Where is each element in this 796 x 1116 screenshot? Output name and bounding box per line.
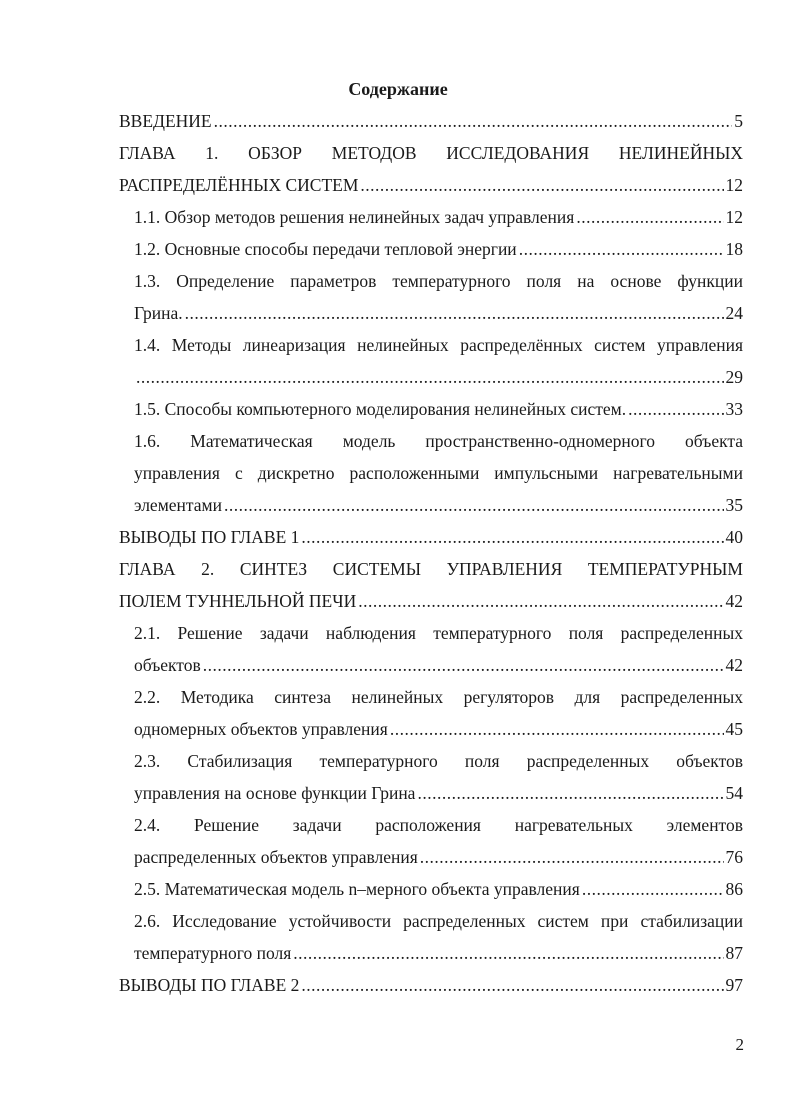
toc-entry-text: ВВЕДЕНИЕ [119, 111, 212, 131]
dot-leader [519, 236, 724, 262]
page-title: Содержание [348, 79, 448, 99]
toc-page-number: 45 [725, 719, 743, 739]
toc-page-number: 29 [725, 367, 743, 387]
dot-leader [293, 940, 723, 966]
toc-entry-conclusions-chapter-2[interactable] [119, 972, 743, 998]
dot-leader [224, 492, 724, 518]
toc-entry-1-3[interactable] [134, 300, 743, 326]
toc-entry-1-3-line-1[interactable]: 1.3. Определение параметров температурного поля на основе функции [134, 271, 743, 291]
toc-entry-2-1[interactable] [134, 652, 743, 678]
toc-page-number: 40 [725, 527, 743, 547]
toc-entry-1-6[interactable] [134, 492, 743, 518]
toc-entry-conclusions-chapter-1[interactable] [119, 524, 743, 550]
toc-entry-2-6-line-1[interactable]: 2.6. Исследование устойчивости распределенных систем при стабилизации [134, 911, 743, 931]
toc-entry-2-2[interactable] [134, 716, 743, 742]
dot-leader [360, 172, 723, 198]
toc-page-number: 42 [725, 591, 743, 611]
toc-entry-2-3-line-1[interactable]: 2.3. Стабилизация температурного поля распределенных объектов [134, 751, 743, 771]
toc-entry-1-4-line-1[interactable]: 1.4. Методы линеаризация нелинейных распределённых систем управления [134, 335, 743, 355]
toc-page-number: 54 [725, 783, 743, 803]
toc-entry-2-2-line-1[interactable]: 2.2. Методика синтеза нелинейных регуляторов для распределенных [134, 687, 743, 707]
toc-entry-chapter-2[interactable] [119, 588, 743, 614]
toc-entry-2-4-line-1[interactable]: 2.4. Решение задачи расположения нагревательных элементов [134, 815, 743, 835]
toc-page-number: 35 [725, 495, 743, 515]
toc-entry-2-5[interactable] [134, 876, 743, 902]
toc-entry-text: ВЫВОДЫ ПО ГЛАВЕ 1 [119, 527, 300, 547]
toc-entry-1-4[interactable] [134, 364, 743, 390]
toc-entry-text: Грина. [134, 303, 183, 323]
dot-leader [203, 652, 724, 678]
dot-leader [628, 396, 723, 422]
toc-entry-2-3[interactable] [134, 780, 743, 806]
toc-page-number: 12 [725, 175, 743, 195]
toc-entry-1-6-line-1[interactable]: 1.6. Математическая модель пространственно-одномерного объекта [134, 431, 743, 451]
dot-leader [185, 300, 724, 326]
toc-entry-text: 2.5. Математическая модель n–мерного объекта управления [134, 879, 580, 899]
toc-entry-1-1[interactable] [134, 204, 743, 230]
dot-leader [576, 204, 723, 230]
toc-entry-text: температурного поля [134, 943, 292, 963]
toc-page-number: 42 [725, 655, 743, 675]
toc-entry-2-6[interactable] [134, 940, 743, 966]
dot-leader [417, 780, 723, 806]
dot-leader [358, 588, 723, 614]
toc-entry-2-4[interactable] [134, 844, 743, 870]
toc-page-number: 12 [725, 207, 743, 227]
toc-entry-text: ВЫВОДЫ ПО ГЛАВЕ 2 [119, 975, 300, 995]
toc-entry-chapter-1-line-1[interactable]: ГЛАВА 1. ОБЗОР МЕТОДОВ ИССЛЕДОВАНИЯ НЕЛИНЕЙНЫХ [119, 143, 743, 163]
dot-leader [420, 844, 724, 870]
toc-page-number: 87 [725, 943, 743, 963]
toc-entry-1-5[interactable] [134, 396, 743, 422]
toc-entry-introduction[interactable] [119, 108, 743, 134]
toc-page-number: 5 [734, 111, 743, 131]
toc-entry-1-2[interactable] [134, 236, 743, 262]
dot-leader [582, 876, 724, 902]
toc-entry-1-6-line-2[interactable]: управления с дискретно расположенными импульсными нагревательными [134, 463, 743, 483]
toc-page-number: 97 [725, 975, 743, 995]
dot-leader [214, 108, 733, 134]
dot-leader [301, 972, 723, 998]
toc-page-number: 76 [725, 847, 743, 867]
toc-page-number: 33 [725, 399, 743, 419]
toc-entry-text: РАСПРЕДЕЛЁННЫХ СИСТЕМ [119, 175, 359, 195]
toc-entry-text: 1.1. Обзор методов решения нелинейных задач управления [134, 207, 575, 227]
toc-entry-text: одномерных объектов управления [134, 719, 388, 739]
toc-entry-text: распределенных объектов управления [134, 847, 418, 867]
page-number: 2 [735, 1035, 744, 1054]
toc-entry-text: ПОЛЕМ ТУННЕЛЬНОЙ ПЕЧИ [119, 591, 357, 611]
toc-entry-text: элементами [134, 495, 222, 515]
toc-entry-text: управления на основе функции Грина [134, 783, 416, 803]
toc-entry-text: объектов [134, 655, 201, 675]
toc-entry-chapter-2-line-1[interactable]: ГЛАВА 2. СИНТЕЗ СИСТЕМЫ УПРАВЛЕНИЯ ТЕМПЕРАТУРНЫМ [119, 559, 743, 579]
toc-page-number: 86 [725, 879, 743, 899]
dot-leader [390, 716, 724, 742]
toc-page-number: 24 [725, 303, 743, 323]
dot-leader [301, 524, 723, 550]
toc-entry-text: 1.5. Способы компьютерного моделирования нелинейных систем. [134, 399, 627, 419]
toc-page-number: 18 [725, 239, 743, 259]
toc-entry-2-1-line-1[interactable]: 2.1. Решение задачи наблюдения температурного поля распределенных [134, 623, 743, 643]
dot-leader [136, 364, 724, 390]
toc-entry-chapter-1[interactable] [119, 172, 743, 198]
toc-entry-text: 1.2. Основные способы передачи тепловой энергии [134, 239, 517, 259]
